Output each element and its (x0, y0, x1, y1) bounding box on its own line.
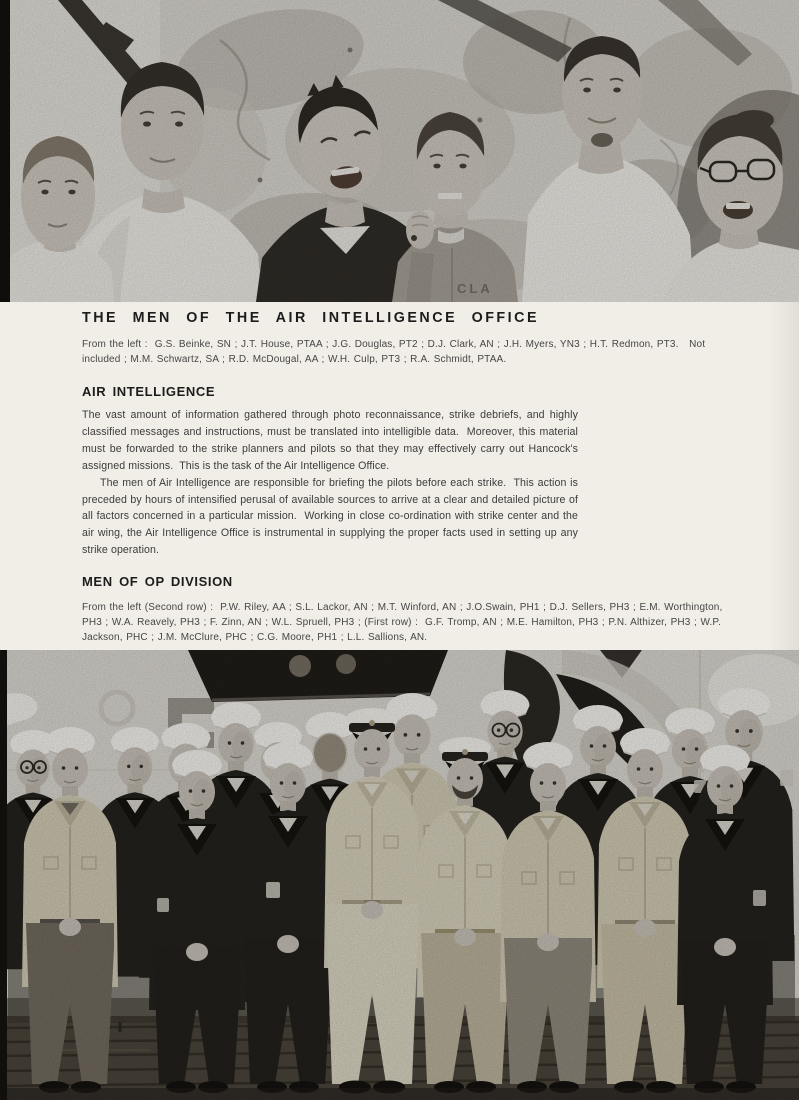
air-intelligence-body-text (82, 407, 582, 559)
photo-grain (0, 650, 799, 1100)
page-gutter-shadow (0, 0, 10, 302)
air-intelligence-office-photo (10, 0, 799, 302)
photo-caption-op-division: From the left (Second row) : P.W. Riley, AA ; S.L. Lackor, AN ; M.T. Winford, AN ; J.O.Swain, PH1 ; D.J. Sellers, PH3 ; E.M. Worthington, PH3 ; W.A. Reavely, PH3 ; F. Zinn, AN ; W.L. Spruell, PH3 ; (First row) : G.F. Tromp, AN ; M.E. Hamilton, PH3 ; P.N. Althizer, PH3 ; W.P. Jackson, PHC ; J.M. McClure, PHC ; C.G. Moore, PH1 ; L.L. Sallions, AN. (82, 602, 726, 644)
section-heading-air-intelligence: AIR INTELLIGENCE (82, 384, 216, 399)
op-division-group-photo (0, 650, 799, 1100)
photo-grain (10, 0, 799, 302)
air-intelligence-paragraph-1: The vast amount of information gathered through photo reconnaissance, strike debriefs, and highly classified messages and instructions, must be translated into intelligible data. Moreover, this material must be forwarded to the strike planners and pilots so that they may effectively carry out Hancock's assigned missions. This is the task of the Air Intelligence Office. (82, 409, 582, 472)
photo-caption-air-intelligence-office: From the left : G.S. Beinke, SN ; J.T. House, PTAA ; J.G. Douglas, PT2 ; D.J. Clark, AN ; J.H. Myers, YN3 ; H.T. Redmon, PT3. Not included ; M.M. Schwartz, SA ; R.D. McDougal, AA ; W.H. Culp, PT3 ; R.A. Schmidt, PTAA. (82, 339, 709, 366)
shirt-stencil-text: CLA (457, 281, 493, 296)
section-heading-air-intelligence-office: THE MEN OF THE AIR INTELLIGENCE OFFICE (82, 310, 540, 326)
section-heading-op-division: MEN OF OP DIVISION (82, 574, 233, 589)
page-crease-shadow (769, 302, 799, 650)
air-intelligence-paragraph-2: The men of Air Intelligence are responsible for briefing the pilots before each strike. This action is preceded by hours of intensified perusal of available sources to arrive at a clear and detailed picture of all factors concerned in a particular mission. Working in close co-ordination with strike center and the air wing, the Air Intelligence Office is instrumental in supplying the proper facts used in setting up any strike operation. (82, 476, 582, 557)
